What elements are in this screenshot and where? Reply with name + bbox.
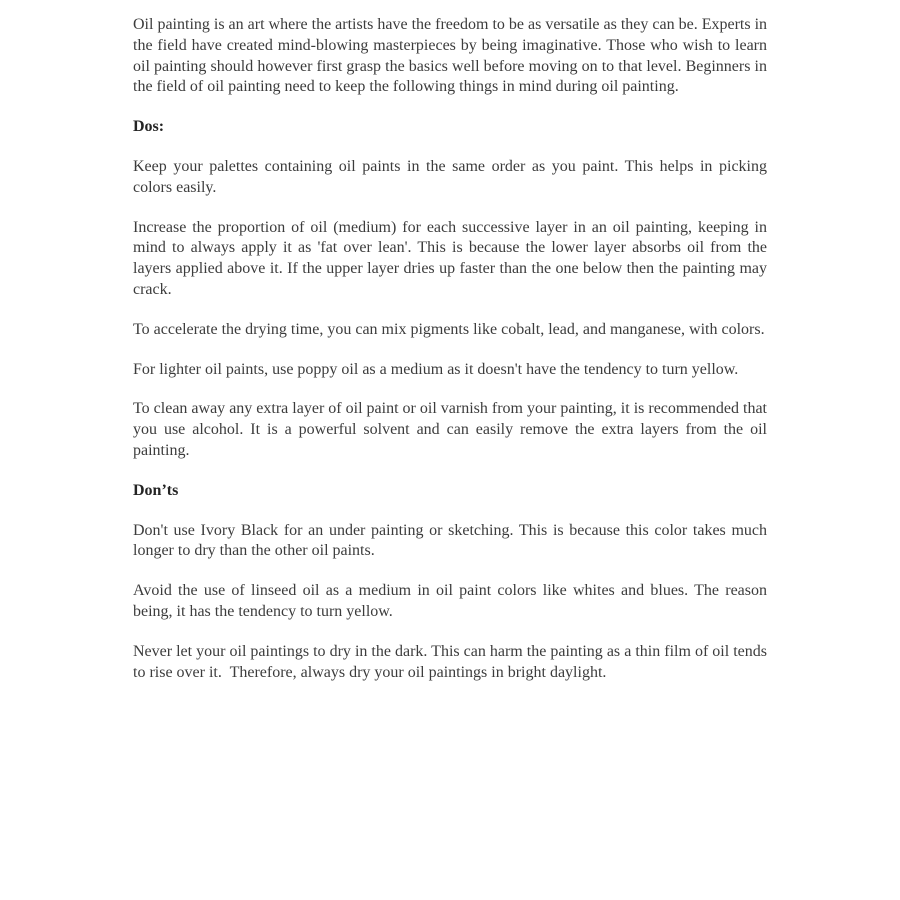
dos-paragraph-poppy-oil: For lighter oil paints, use poppy oil as a medium as it doesn't have the tendency to turn yellow. [133,360,739,378]
donts-heading: Don’ts [133,481,179,499]
dos-heading: Dos: [133,118,165,136]
donts-paragraph-ivory-black: Don't use Ivory Black for an under painting or sketching. This is because this color takes much longer to dry than the other oil paints. [133,521,767,560]
donts-paragraph-linseed-oil: Avoid the use of linseed oil as a medium in oil paint colors like whites and blues. The reason being, it has the tendency to turn yellow. [133,582,767,620]
document-page [133,0,767,702]
dos-paragraph-palettes: Keep your palettes containing oil paints in the same order as you paint. This helps in picking colors easily. [133,157,767,196]
dos-paragraph-alcohol: To clean away any extra layer of oil paint or oil varnish from your painting, it is recommended that you use alcohol. It is a powerful solvent and can easily remove the extra layers from the oil painting. [133,400,767,459]
dos-paragraph-drying-time: To accelerate the drying time, you can mix pigments like cobalt, lead, and manganese, with colors. [133,320,765,338]
donts-paragraph-dry-in-dark: Never let your oil paintings to dry in the dark. This can harm the painting as a thin film of oil tends to rise over it. Therefore, always dry your oil paintings in bright daylight. [133,642,767,681]
intro-paragraph: Oil painting is an art where the artists have the freedom to be as versatile as they can be. Experts in the field have created mind-blowing masterpieces by being imaginative. Those who wish to learn oil painting should however first grasp the basics well before moving on to that level. Beginners in the field of oil painting need to keep the following things in mind during oil painting. [133,16,768,96]
dos-paragraph-fat-over-lean: Increase the proportion of oil (medium) for each successive layer in an oil painting, keeping in mind to always apply it as 'fat over lean'. This is because the lower layer absorbs oil from the layers applied above it. If the upper layer dries up faster than the one below then the painting may crack. [133,218,767,298]
